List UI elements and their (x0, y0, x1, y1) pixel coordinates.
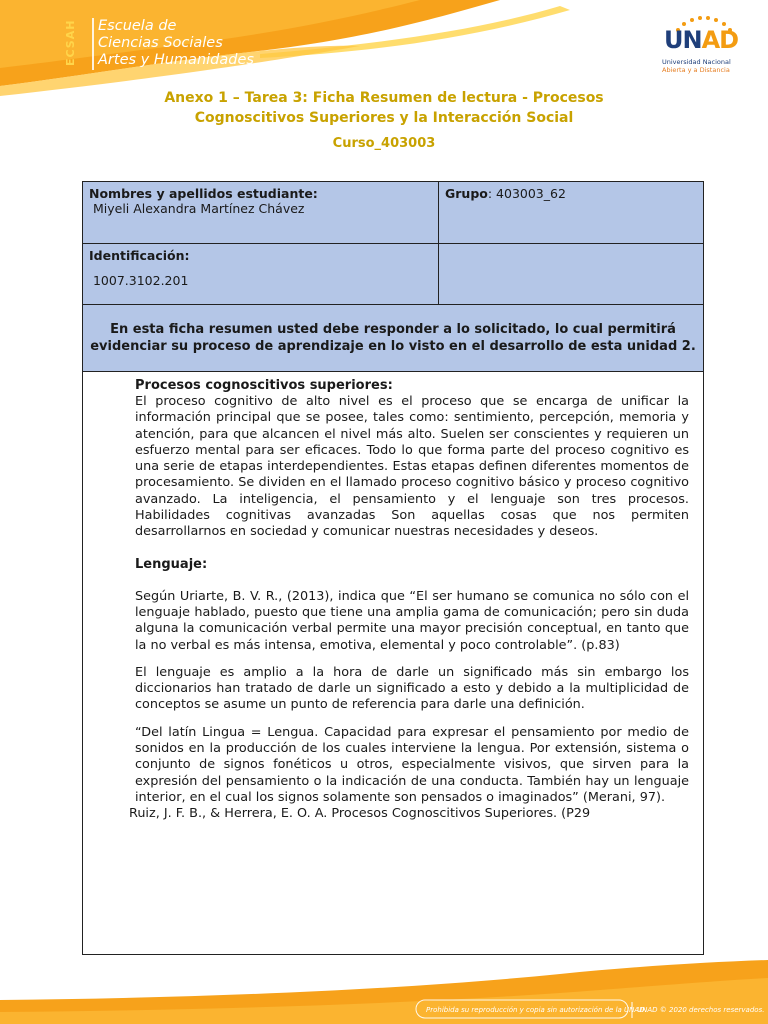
section-text-processes: El proceso cognitivo de alto nivel es el proceso que se encarga de unificar la información principal que se posee, tales como: sentimiento, percepción, memoria y atención, para que alcancen el nivel más alto. Suelen ser conscientes y requieren un esfuerzo mental para ser eficaces. Todo lo que forma parte del proceso cognitivo es una serie de etapas interdependientes. Estas etapas definen diferentes momentos de procesamiento. Se dividen en el llamado proceso cognitivo básico y proceso cognitivo avanzado. La inteligencia, el pensamiento y el lenguaje son tres procesos. Habilidades cognitivas avanzadas Son aquellas cosas que nos permiten desarrollarnos en sociedad y comunicar nuestras necesidades y deseos. (135, 394, 689, 540)
language-paragraph-3: “Del latín Lingua = Lengua. Capacidad para expresar el pensamiento por medio de sonidos en la producción de los cuales interviene la lengua. Por extensión, sistema o conjunto de signos fonéticos u otros, especialmente visivos, que sirven para la expresión del pensamiento o la indicación de una conducta. También hay un lenguaje interior, en el cual los signos solamente son pensados o imaginados” (Merani, 97). (135, 724, 689, 805)
document-title-line-1: Anexo 1 – Tarea 3: Ficha Resumen de lectura - Procesos (164, 90, 604, 106)
school-line-1: Escuela de (98, 18, 177, 34)
student-name-label: Nombres y apellidos estudiante: (89, 186, 318, 201)
section-heading-language: Lenguaje: (135, 556, 208, 572)
language-paragraph-1: Según Uriarte, B. V. R., (2013), indica que “El ser humano se comunica no sólo con el lenguaje hablado, puesto que tiene una amplia gama de comunicación; pero sin duda alguna la comunicación verbal permite una mayor precisión conceptual, en tanto que la no verbal es más intensa, emotiva, elemental y poco controlable”. (p.83) (135, 588, 689, 653)
reference-line: Ruiz, J. F. B., & Herrera, E. O. A. Procesos Cognoscitivos Superiores. (P29 (129, 806, 591, 822)
group-value: : 403003_62 (487, 186, 566, 201)
instructions-cell: En esta ficha resumen usted debe responder a lo solicitado, lo cual permitirá evidenciar su proceso de aprendizaje en lo visto en el desarrollo de esta unidad 2. (83, 305, 704, 372)
empty-cell (439, 244, 704, 305)
unad-subtitle (662, 58, 752, 74)
identification-label: Identificación: (89, 248, 190, 263)
identification-value: 1007.3102.201 (89, 273, 189, 288)
summary-form-table (82, 181, 704, 955)
unad-wordmark-ad: AD (701, 26, 739, 54)
school-line-2: Ciencias Sociales (98, 35, 223, 51)
footer-banner (0, 960, 768, 1024)
section-heading-processes: Procesos cognoscitivos superiores: (135, 378, 393, 393)
footer-copyright-notice: Prohibida su reproducción y copia sin autorización de la UNAD. (426, 1006, 647, 1014)
language-paragraph-2: El lenguaje es amplio a la hora de darle un significado más sin embargo los diccionarios han tratado de darle un significado a esto y debido a la multiplicidad de conceptos se asume un punto de referencia para darle una definición. (135, 664, 689, 713)
footer-rights-reserved: UNAD © 2020 derechos reservados. (637, 1006, 765, 1014)
school-divider (92, 18, 94, 70)
summary-body-cell (83, 372, 704, 955)
student-name-value: Miyeli Alexandra Martínez Chávez (89, 201, 305, 216)
school-line-3: Artes y Humanidades (98, 52, 254, 68)
group-cell (439, 182, 704, 244)
identification-cell (83, 244, 439, 305)
ecsah-vertical-label: ECSAH (64, 19, 77, 67)
unad-subtitle-line-1: Universidad Nacional (662, 58, 731, 66)
school-name (98, 18, 254, 69)
group-label: Grupo (445, 186, 488, 201)
unad-subtitle-line-2: Abierta y a Distancia (662, 66, 730, 74)
document-title-line-2: Cognoscitivos Superiores y la Interacción Social (194, 110, 574, 126)
student-name-cell (83, 182, 439, 244)
course-code: Curso_403003 (332, 136, 436, 151)
document-title (0, 88, 768, 128)
unad-wordmark-un: UN (664, 26, 702, 54)
unad-wordmark (664, 26, 738, 54)
